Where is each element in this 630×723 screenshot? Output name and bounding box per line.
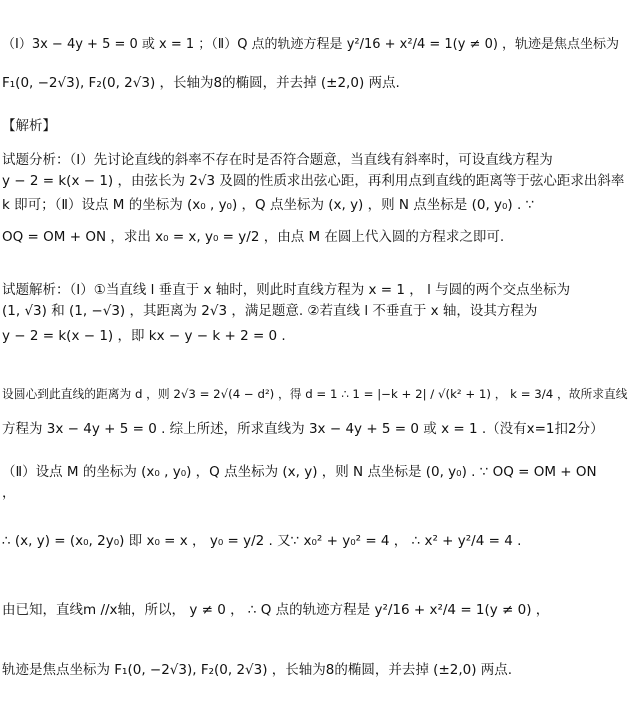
solution-line-2: (1, √3) 和 (1, −√3) ，其距离为 2√3 ，满足题意. ②若直线 l 不垂直于 x 轴，设其方程为 [2, 303, 538, 319]
analysis-line-3: k 即可；（Ⅱ）设点 M 的坐标为 (x₀ , y₀) ，Q 点坐标为 (x, y) ，则 N 点坐标是 (0, y₀) . ∵ [2, 197, 535, 213]
part2-line-1: （Ⅱ）设点 M 的坐标为 (x₀ , y₀) ，Q 点坐标为 (x, y) ，则 N 点坐标是 (0, y₀) . ∵ OQ = OM + ON [2, 464, 597, 480]
analysis-line-1: 试题分析：（Ⅰ）先讨论直线的斜率不存在时是否符合题意，当直线有斜率时，可设直线方程为 [2, 152, 553, 168]
solution-line-3: y − 2 = k(x − 1) ，即 kx − y − k + 2 = 0 . [2, 328, 286, 344]
answer-line-2: F₁(0, −2√3), F₂(0, 2√3) ，长轴为8的椭圆，并去掉 (±2,0) 两点. [2, 75, 400, 91]
answer-line-1: （Ⅰ）3x − 4y + 5 = 0 或 x = 1 ；（Ⅱ）Q 点的轨迹方程是 y²/16 + x²/4 = 1(y ≠ 0) ，轨迹是焦点坐标为 [2, 37, 620, 52]
part2-line-5: 轨迹是焦点坐标为 F₁(0, −2√3), F₂(0, 2√3) ，长轴为8的椭圆，并去掉 (±2,0) 两点. [2, 662, 513, 678]
part2-line-2: ， [2, 485, 16, 501]
analysis-heading: 【解析】 [2, 118, 56, 134]
part2-line-3: ∴ (x, y) = (x₀, 2y₀) 即 x₀ = x ， y₀ = y/2 . 又∵ x₀² + y₀² = 4 ， ∴ x² + y²/4 = 4 . [2, 533, 522, 549]
analysis-line-2: y − 2 = k(x − 1) ，由弦长为 2√3 及圆的性质求出弦心距，再利用点到直线的距离等于弦心距求出斜率 [2, 173, 625, 189]
solution-line-4: 设圆心到此直线的距离为 d ，则 2√3 = 2√(4 − d²) ，得 d = 1 ∴ 1 = |−k + 2| / √(k² + 1) ， k = 3/4 ，故所求直线 [2, 387, 628, 401]
solution-line-5: 方程为 3x − 4y + 5 = 0 . 综上所述，所求直线为 3x − 4y + 5 = 0 或 x = 1 .（没有x=1扣2分） [2, 421, 604, 437]
part2-line-4: 由已知，直线m //x轴，所以， y ≠ 0 ， ∴ Q 点的轨迹方程是 y²/16 + x²/4 = 1(y ≠ 0) ， [2, 602, 550, 618]
analysis-line-4: OQ = OM + ON ，求出 x₀ = x, y₀ = y/2 ，由点 M 在圆上代入圆的方程求之即可. [2, 229, 505, 245]
solution-line-1: 试题解析：（Ⅰ）①当直线 l 垂直于 x 轴时，则此时直线方程为 x = 1 ， l 与圆的两个交点坐标为 [2, 282, 571, 298]
